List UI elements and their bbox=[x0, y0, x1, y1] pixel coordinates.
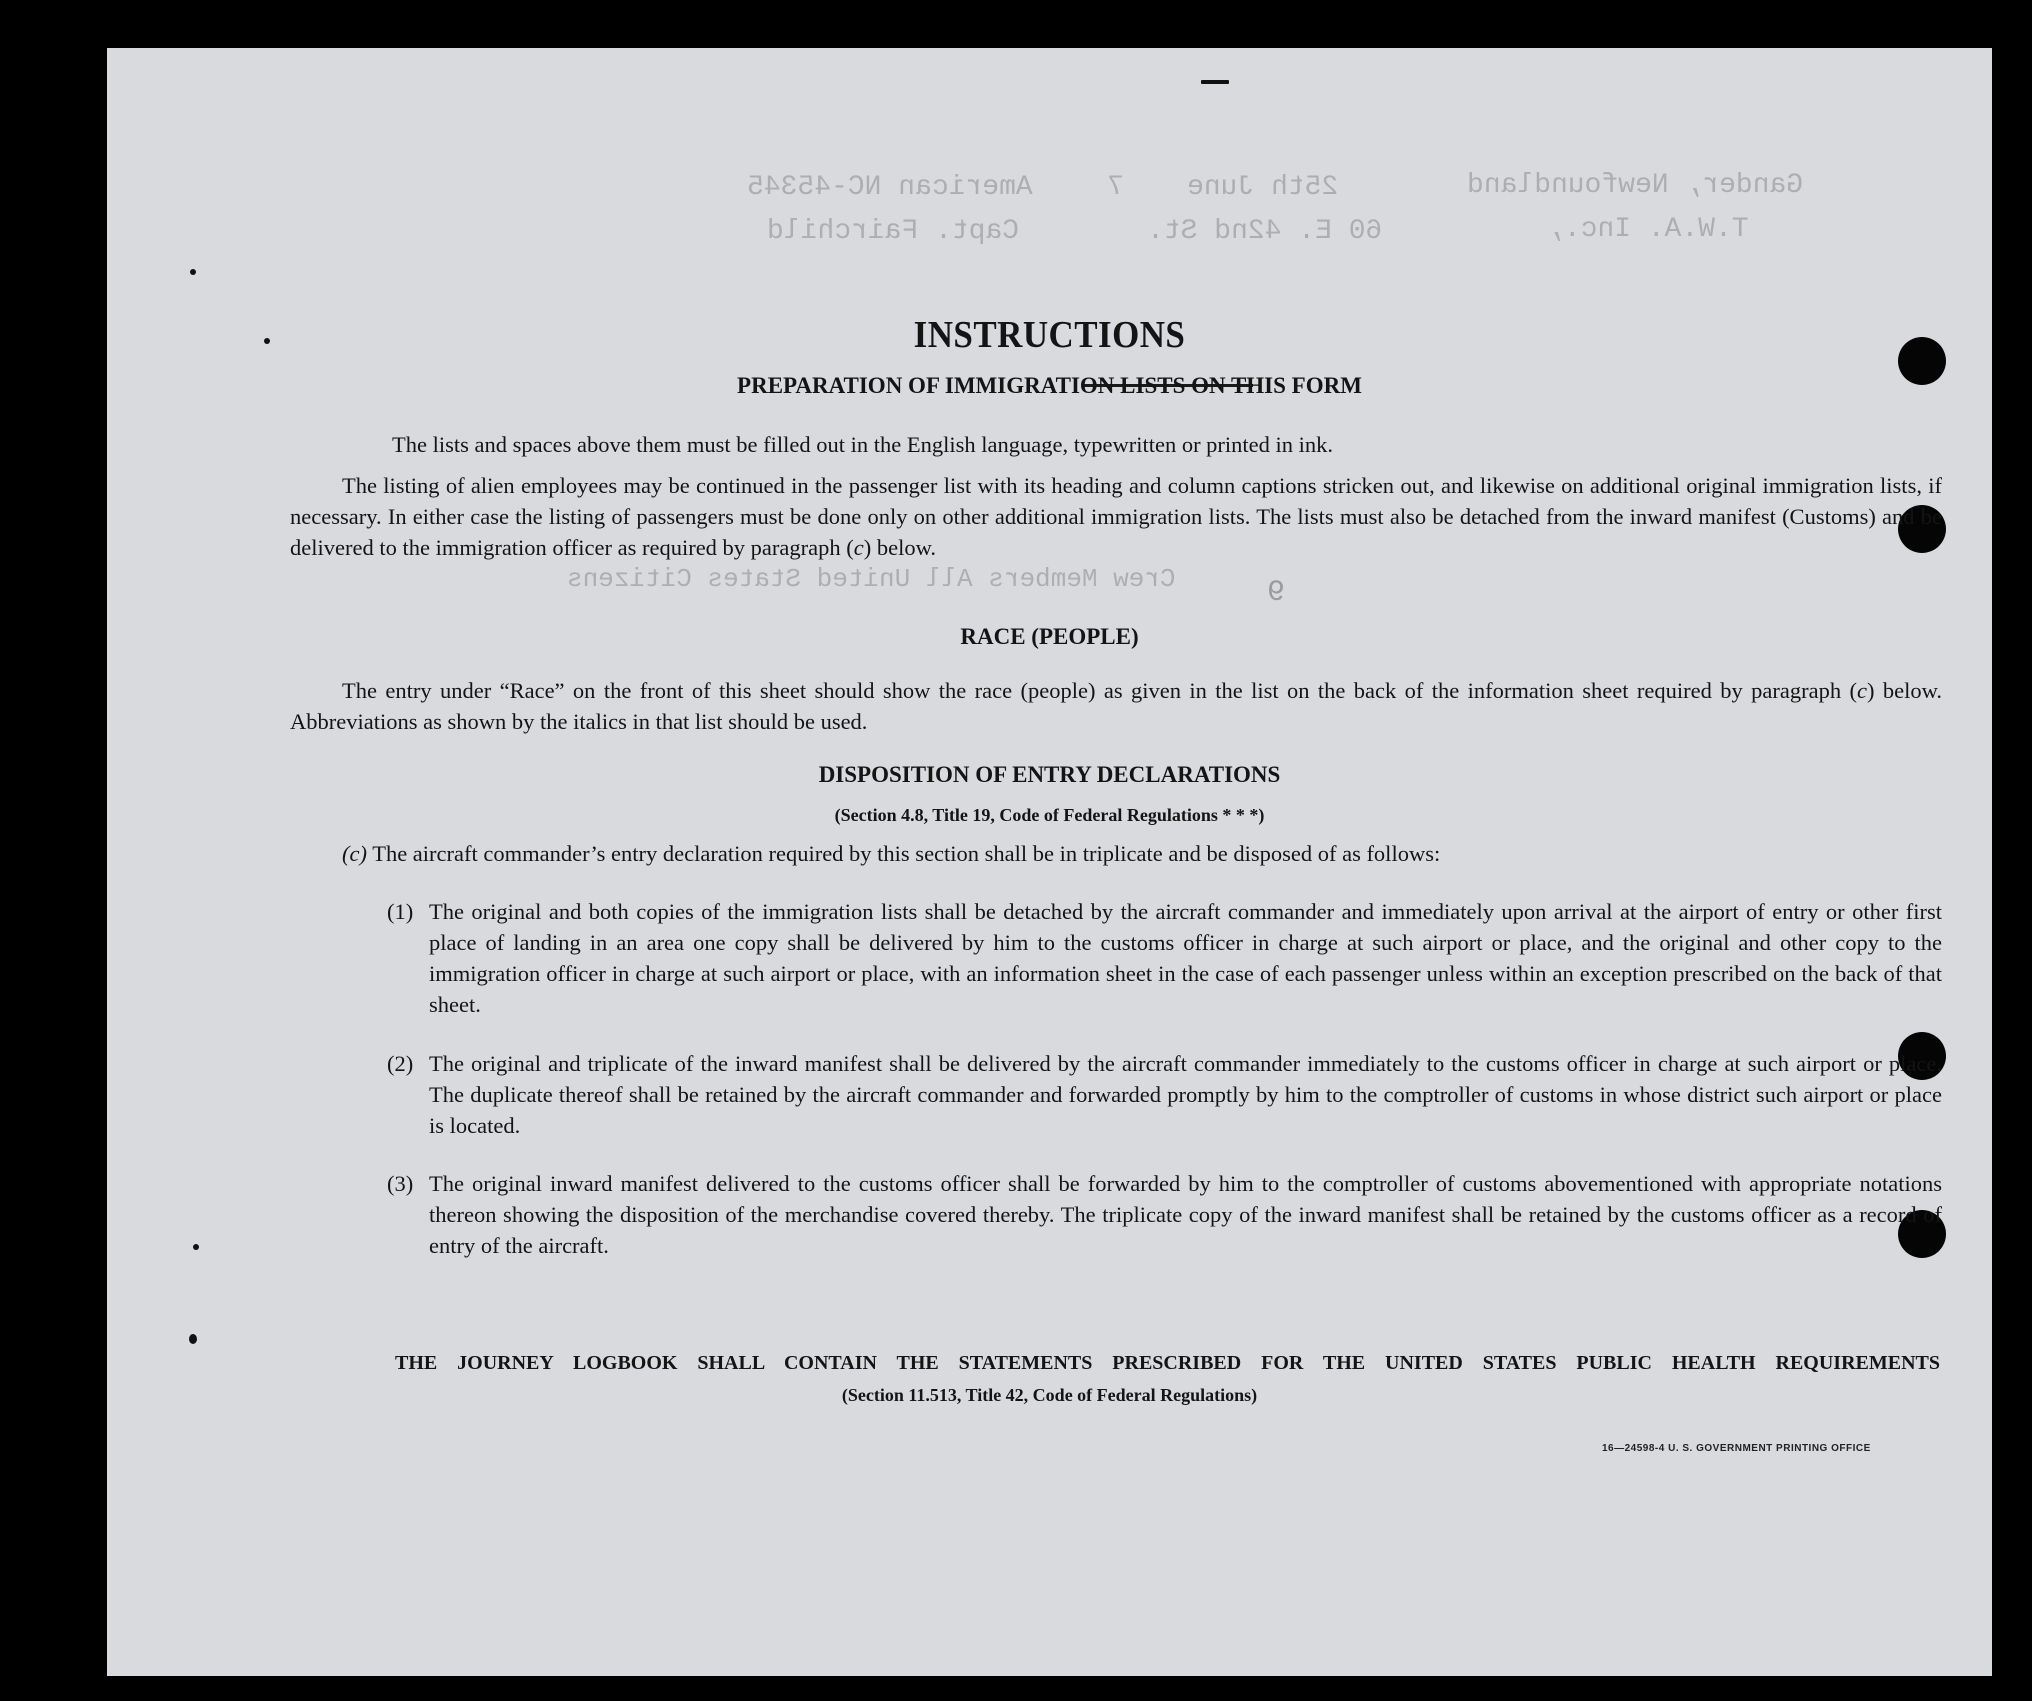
paragraph-c-text: The aircraft commander’s entry declaration required by this section shall be in triplicate and be disposed of as follows: bbox=[372, 841, 1441, 866]
race-paragraph-end: ) below. Abbreviations as shown by the italics in that list should be used. bbox=[290, 678, 1942, 734]
speck bbox=[189, 1334, 197, 1344]
bleed-line1-num: 7 bbox=[1107, 172, 1124, 203]
journey-logbook-statement: THE JOURNEY LOGBOOK SHALL CONTAIN THE STATEMENTS PRESCRIBED FOR THE UNITED STATES PUBLIC HEALTH REQUIREMENTS bbox=[395, 1352, 1940, 1374]
prep-paragraph-2-end: ) below. bbox=[863, 535, 937, 560]
race-paragraph-text: The entry under “Race” on the front of this sheet should show the race (people) as given in the list on the back of the information sheet required by paragraph ( bbox=[342, 678, 1857, 703]
speck bbox=[190, 269, 196, 275]
disposition-heading: DISPOSITION OF ENTRY DECLARATIONS bbox=[818, 762, 1281, 787]
bleed-crew-count: 9 bbox=[1267, 576, 1286, 610]
bleed-line1-date: 25th June bbox=[1187, 172, 1339, 203]
bleed-crew-line: Crew Members All United States Citizens bbox=[567, 564, 1176, 594]
item-text: The original inward manifest delivered to the customs officer shall be forwarded by him to the comptroller of customs abovementioned with appropriate notations thereon showing the disposition of the merchandise covered thereby. The triplicate copy of the inward manifest shall be retained by the customs officer as a record of entry of the aircraft. bbox=[429, 1171, 1942, 1258]
bleed-line1-left: Gander, Newfoundland bbox=[1467, 170, 1804, 201]
disposition-item-1 bbox=[387, 896, 1942, 1020]
page-title: INSTRUCTIONS bbox=[913, 314, 1186, 356]
speck bbox=[193, 1244, 199, 1250]
bleed-line2-left: T.W.A. Inc., bbox=[1547, 214, 1749, 245]
journey-logbook-subheading: (Section 11.513, Title 42, Code of Federal Regulations) bbox=[841, 1385, 1258, 1405]
disposition-item-2 bbox=[387, 1048, 1942, 1141]
item-text: The original and triplicate of the inward manifest shall be delivered by the aircraft commander immediately to the customs officer in charge at such airport or place. The duplicate thereof shall be retained by the aircraft commander and forwarded promptly by him to the comptroller of customs in whose district such airport or place is located. bbox=[429, 1051, 1942, 1138]
paragraph-c bbox=[342, 838, 1942, 869]
prep-paragraph-1: The lists and spaces above them must be filled out in the English language, typewritten or printed in ink. bbox=[392, 432, 1334, 457]
paragraph-letter: c bbox=[853, 535, 864, 560]
item-number: (2) bbox=[387, 1051, 414, 1076]
printer-mark: 16—24598-4 U. S. GOVERNMENT PRINTING OFFICE bbox=[1602, 1443, 1871, 1454]
paragraph-c-label: (c) bbox=[342, 841, 367, 866]
bleed-line1-right: American NC-45345 bbox=[747, 172, 1033, 203]
prep-paragraph-2 bbox=[290, 470, 1942, 563]
bleed-line2-right: Capt. Fairchild bbox=[767, 216, 1020, 247]
race-heading: RACE (PEOPLE) bbox=[960, 624, 1139, 649]
item-number: (1) bbox=[387, 899, 414, 924]
item-number: (3) bbox=[387, 1171, 414, 1196]
bleed-line2-mid: 60 E. 42nd St. bbox=[1147, 216, 1383, 247]
disposition-item-3 bbox=[387, 1168, 1942, 1261]
document-page bbox=[107, 48, 1992, 1676]
prep-heading: PREPARATION OF IMMIGRATION LISTS ON THIS FORM bbox=[737, 373, 1362, 398]
disposition-subheading: (Section 4.8, Title 19, Code of Federal Regulations * * *) bbox=[834, 805, 1265, 825]
item-text: The original and both copies of the immigration lists shall be detached by the aircraft commander and immediately upon arrival at the airport of entry or other first place of landing in an area one copy shall be delivered by him to the customs officer in charge at such airport or place, and the original and other copy to the immigration officer in charge at such airport or place, with an information sheet in the case of each passenger unless within an exception prescribed on the back of that sheet. bbox=[429, 899, 1942, 1017]
speck bbox=[1201, 80, 1229, 84]
race-paragraph bbox=[290, 675, 1942, 737]
paragraph-letter: c bbox=[1856, 678, 1867, 703]
prep-paragraph-2-text: The listing of alien employees may be continued in the passenger list with its heading and column captions stricken out, and likewise on additional original immigration lists, if necessary. In either case the listing of passengers must be done only on other additional immigration lists. The lists must also be detached from the inward manifest (Customs) and be delivered to the immigration officer as required by paragraph ( bbox=[290, 473, 1942, 560]
